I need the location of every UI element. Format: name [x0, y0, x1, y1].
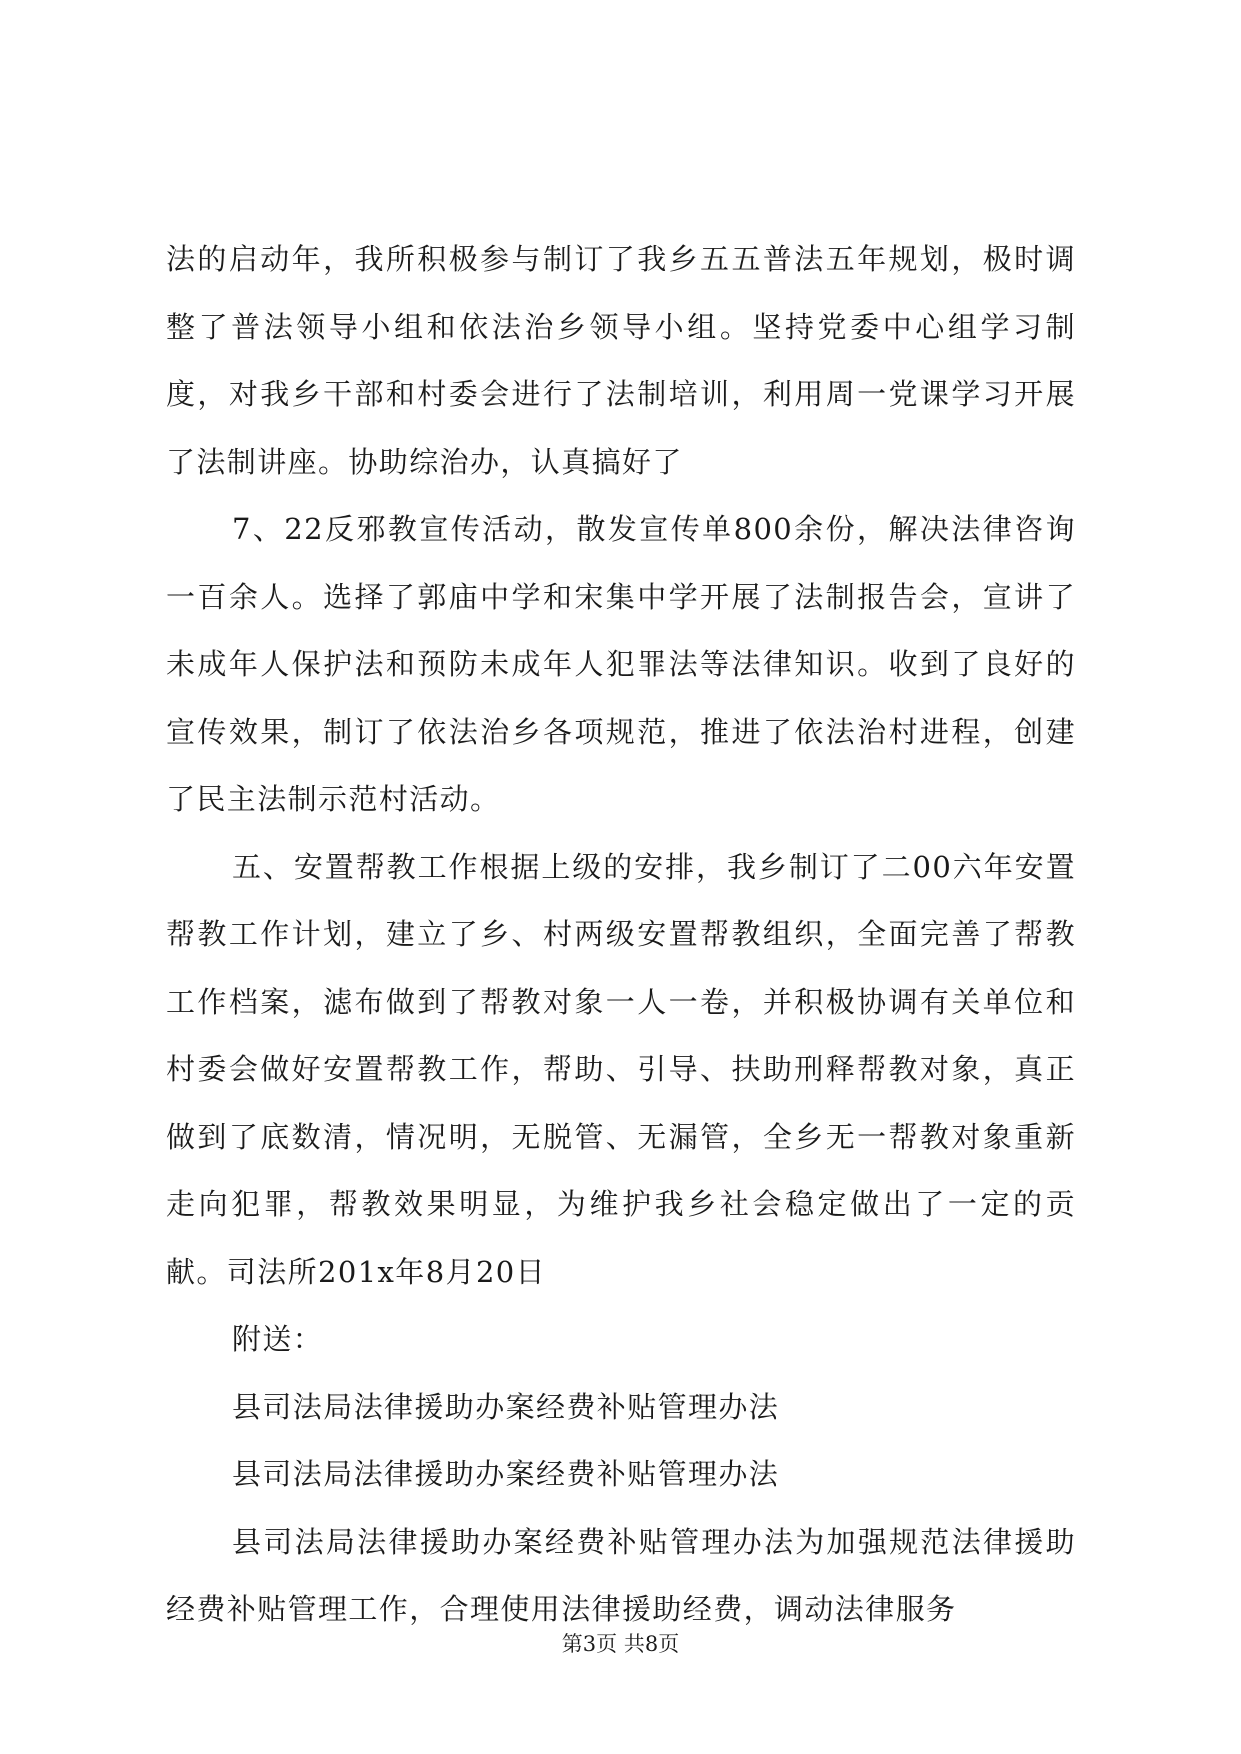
paragraph-7: 县司法局法律援助办案经费补贴管理办法为加强规范法律援助经费补贴管理工作，合理使用法律援助经费，调动法律服务: [166, 1524, 1076, 1626]
document-body: [166, 226, 1076, 1644]
paragraph-2: 7、22反邪教宣传活动，散发宣传单800余份，解决法律咨询一百余人。选择了郭庙中学和宋集中学开展了法制报告会，宣讲了未成年人保护法和预防未成年人犯罪法等法律知识。收到了良好的宣传效果，制订了依法治乡各项规范，推进了依法治村进程，创建了民主法制示范村活动。: [166, 512, 1076, 816]
paragraph-4: 附送：: [232, 1322, 324, 1356]
page-number-footer: 第3页 共8页: [561, 1632, 680, 1656]
paragraph-3: 五、安置帮教工作根据上级的安排，我乡制订了二00六年安置帮教工作计划，建立了乡、村两级安置帮教组织，全面完善了帮教工作档案，滤布做到了帮教对象一人一卷，并积极协调有关单位和村委会做好安置帮教工作，帮助、引导、扶助刑释帮教对象，真正做到了底数清，情况明，无脱管、无漏管，全乡无一帮教对象重新走向犯罪，帮教效果明显，为维护我乡社会稳定做出了一定的贡献。司法所201x年8月20日: [166, 849, 1076, 1289]
paragraph-6: 县司法局法律援助办案经费补贴管理办法: [232, 1457, 780, 1491]
paragraph-1: 法的启动年，我所积极参与制订了我乡五五普法五年规划，极时调整了普法领导小组和依法治乡领导小组。坚持党委中心组学习制度，对我乡干部和村委会进行了法制培训，利用周一党课学习开展了法制讲座。协助综治办，认真搞好了: [166, 242, 1076, 479]
paragraph-5: 县司法局法律援助办案经费补贴管理办法: [232, 1389, 780, 1424]
